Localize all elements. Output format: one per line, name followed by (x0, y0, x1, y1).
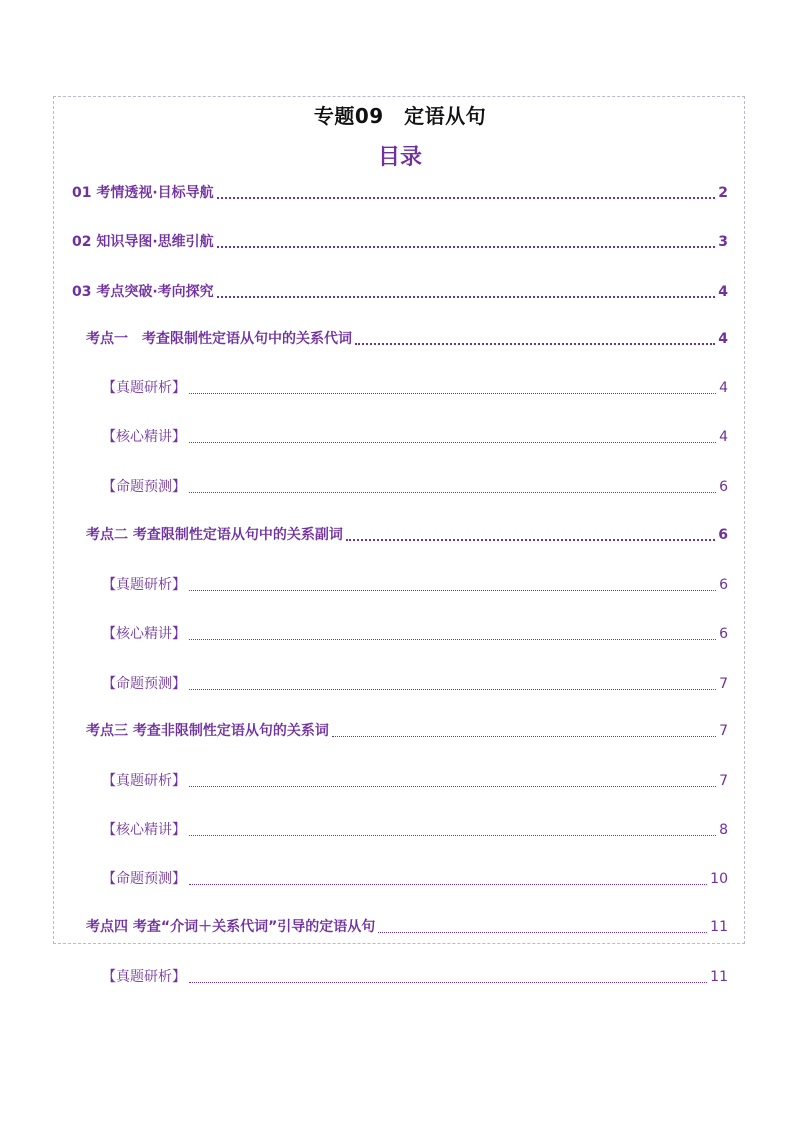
toc-entry-zhenti-1[interactable] (102, 377, 728, 399)
dot-leader (332, 736, 716, 737)
toc-entry-01[interactable] (72, 182, 728, 204)
toc-entry-label: 考点二 考查限制性定语从句中的关系副词 (86, 527, 343, 543)
toc-entry-label: 【真题研析】 (102, 380, 186, 396)
toc-entry-label: 【命题预测】 (102, 676, 186, 692)
toc-entry-kaodian-4[interactable] (86, 916, 728, 938)
toc-entry-yuce-2[interactable] (102, 673, 728, 695)
dot-leader (355, 343, 715, 345)
dot-leader (189, 884, 707, 885)
dot-leader (378, 932, 707, 933)
dot-leader (189, 786, 716, 787)
dot-leader (189, 442, 716, 443)
toc-heading: 目录 (377, 145, 422, 170)
toc-entry-label: 考点四 考查“介词＋关系代词”引导的定语从句 (86, 919, 376, 935)
toc-entry-hexin-3[interactable] (102, 819, 728, 841)
toc-entry-03[interactable] (72, 281, 728, 303)
toc-entry-page: 6 (719, 479, 728, 495)
toc-entry-page: 8 (719, 822, 728, 838)
toc-entry-page: 4 (719, 429, 728, 445)
toc-entry-label: 【真题研析】 (102, 969, 186, 985)
dot-leader (189, 639, 716, 640)
toc-entry-label: 【真题研析】 (102, 773, 186, 789)
toc-entry-zhenti-2[interactable] (102, 574, 728, 596)
toc-entry-yuce-1[interactable] (102, 476, 728, 498)
dot-leader (189, 492, 716, 493)
dot-leader (217, 197, 716, 199)
dot-leader (189, 835, 716, 836)
toc-entry-label: 考点一 考查限制性定语从句中的关系代词 (86, 331, 352, 347)
toc-entry-kaodian-3[interactable] (86, 720, 728, 742)
toc-entry-kaodian-1[interactable] (86, 328, 728, 350)
toc-entry-page: 6 (718, 527, 728, 543)
dot-leader (189, 689, 716, 690)
toc-entry-page: 7 (719, 773, 728, 789)
dot-leader (189, 393, 716, 394)
toc-entry-02[interactable] (72, 231, 728, 253)
dot-leader (346, 539, 715, 541)
toc-entry-page: 11 (710, 919, 728, 935)
toc-entry-label: 03 考点突破·考向探究 (72, 284, 214, 300)
toc-entry-label: 【核心精讲】 (102, 429, 186, 445)
toc-entry-label: 【命题预测】 (102, 479, 186, 495)
toc-entry-page: 6 (719, 577, 728, 593)
toc-entry-zhenti-4[interactable] (102, 966, 728, 988)
toc-entry-label: 01 考情透视·目标导航 (72, 185, 214, 201)
toc-entry-page: 2 (718, 185, 728, 201)
toc-entry-yuce-3[interactable] (102, 868, 728, 890)
toc-entry-page: 10 (710, 871, 728, 887)
toc-entry-zhenti-3[interactable] (102, 770, 728, 792)
dot-leader (217, 246, 716, 248)
toc-entry-page: 7 (719, 676, 728, 692)
toc-entry-label: 【核心精讲】 (102, 626, 186, 642)
toc-entry-label: 【核心精讲】 (102, 822, 186, 838)
toc-entry-page: 6 (719, 626, 728, 642)
toc-entry-page: 4 (718, 284, 728, 300)
toc-entry-page: 4 (719, 380, 728, 396)
toc-entry-label: 【真题研析】 (102, 577, 186, 593)
document-title: 专题09 定语从句 (313, 104, 487, 128)
toc-entry-page: 7 (719, 723, 728, 739)
toc-entry-label: 【命题预测】 (102, 871, 186, 887)
page-frame (53, 96, 745, 944)
toc-entry-label: 考点三 考查非限制性定语从句的关系词 (86, 723, 329, 739)
toc-entry-page: 11 (710, 969, 728, 985)
toc-entry-kaodian-2[interactable] (86, 524, 728, 546)
toc-entry-page: 4 (718, 331, 728, 347)
toc-entry-page: 3 (718, 234, 728, 250)
toc-entry-label: 02 知识导图·思维引航 (72, 234, 214, 250)
toc-entry-hexin-1[interactable] (102, 426, 728, 448)
dot-leader (189, 982, 707, 983)
dot-leader (189, 590, 716, 591)
dot-leader (217, 296, 716, 298)
toc-entry-hexin-2[interactable] (102, 623, 728, 645)
